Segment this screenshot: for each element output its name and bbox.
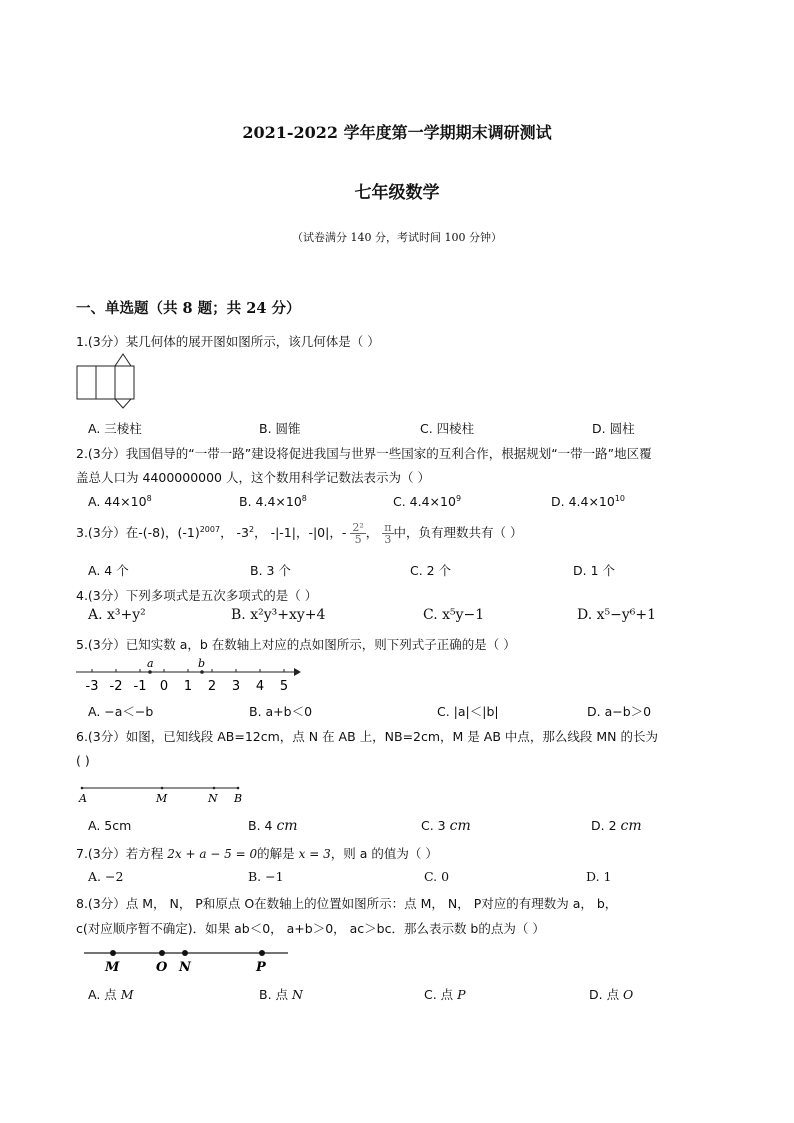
exam-title: 2021-2022 学年度第一学期期末调研测试 bbox=[242, 123, 552, 142]
axis-point-label: b bbox=[198, 657, 206, 670]
question-4-stem: 4.(3分）下列多项式是五次多项式的是（ ） bbox=[76, 588, 318, 603]
number-line-q8 bbox=[84, 944, 294, 974]
axis-tick-label: -3 bbox=[85, 679, 99, 694]
question-1-stem: 1.(3分）某几何体的展开图如图所示，该几何体是（ ） bbox=[76, 334, 380, 349]
question-1-option-c: C. 四棱柱 bbox=[420, 421, 475, 436]
axis-tick-label: 2 bbox=[207, 679, 217, 694]
question-7-stem: 7.(3分）若方程 2x + a − 5 = 0的解是 x = 3，则 a 的值为（ ） bbox=[76, 846, 438, 861]
question-2-option-b: B. $4.4\times 10^8$ bbox=[239, 494, 307, 510]
question-8-stem-line1: 8.(3分）点 M， N， P和原点 O在数轴上的位置如图所示：点 M， N， P对应的有理数为 a， b， bbox=[76, 896, 618, 911]
fraction-pi-over-three: $\frac{\pi}{3}$ bbox=[384, 521, 392, 546]
section-heading: 一、单选题（共 8 题；共 24 分） bbox=[76, 300, 301, 317]
question-6-option-d: D. 2 cm bbox=[591, 818, 642, 834]
axis-tick-label: 4 bbox=[255, 679, 265, 694]
question-5-stem: 5.(3分）已知实数 a，b 在数轴上对应的点如图所示，则下列式子正确的是（ ） bbox=[76, 637, 516, 652]
question-7-option-a: A. −2 bbox=[88, 869, 124, 884]
prism-net-figure bbox=[76, 352, 136, 408]
axis-point-label: P bbox=[256, 960, 266, 975]
axis-tick-label: 0 bbox=[159, 679, 169, 694]
question-1-option-d: D. 圆柱 bbox=[592, 421, 635, 436]
question-3-stem: 3.(3分）在-(-8)，$(-1)^{2007}$， $-3^2$， -|-1|，-|0|，- $\frac{\text{2²}}{5}$ ， $\frac{\pi}{3}$ 中，负有理数共有（ ） bbox=[76, 521, 523, 546]
axis-point-label: M bbox=[105, 960, 120, 975]
question-8-option-a: A. 点 M bbox=[88, 987, 134, 1002]
segment-figure-q6 bbox=[76, 782, 246, 804]
fraction-two-squared-over-five: $\frac{\text{2²}}{5}$ bbox=[352, 521, 364, 546]
axis-point-label: O bbox=[156, 960, 168, 975]
axis-tick-label: -2 bbox=[109, 679, 123, 694]
question-6-option-b: B. 4 cm bbox=[248, 818, 298, 834]
question-8-option-d: D. 点 O bbox=[589, 987, 634, 1002]
question-2-stem-line1: 2.(3分）我国倡导的“一带一路”建设将促进我国与世界一些国家的互利合作，根据规划“一带一路”地区覆 bbox=[76, 446, 652, 461]
segment-label: N bbox=[208, 792, 218, 805]
axis-tick-label: 3 bbox=[231, 679, 241, 694]
question-4-option-a: A. x³+y² bbox=[88, 607, 146, 623]
question-7-option-c: C. 0 bbox=[424, 869, 450, 884]
question-7-option-d: D. 1 bbox=[586, 869, 612, 884]
question-2-stem-line2: 盖总人口为 4400000000 人，这个数用科学记数法表示为（ ） bbox=[76, 470, 430, 485]
question-6-option-c: C. 3 cm bbox=[421, 818, 471, 834]
segment-label: B bbox=[234, 792, 243, 805]
question-7-option-b: B. −1 bbox=[248, 869, 284, 884]
question-6-stem-line1: 6.(3分）如图，已知线段 AB=12cm，点 N 在 AB 上，NB=2cm，M 是 AB 中点，那么线段 MN 的长为 bbox=[76, 729, 658, 744]
axis-tick-label: 1 bbox=[183, 679, 193, 694]
segment-label: A bbox=[79, 792, 87, 805]
exam-note: （试卷满分 140 分，考试时间 100 分钟） bbox=[292, 231, 502, 244]
question-8-option-c: C. 点 P bbox=[424, 987, 466, 1002]
question-4-option-d: D. x⁵−y⁶+1 bbox=[577, 607, 657, 623]
question-5-option-d: D. a−b＞0 bbox=[587, 704, 652, 719]
question-3-option-d: D. 1 个 bbox=[573, 563, 615, 578]
question-5-option-b: B. a+b＜0 bbox=[249, 704, 313, 719]
question-6-option-a: A. 5cm bbox=[88, 818, 132, 833]
question-1-option-b: B. 圆锥 bbox=[259, 421, 301, 436]
axis-point-label: N bbox=[179, 960, 191, 975]
question-1-option-a: A. 三棱柱 bbox=[88, 421, 142, 436]
segment-label: M bbox=[156, 792, 168, 805]
question-5-option-a: A. −a＜−b bbox=[88, 704, 154, 719]
question-3-option-b: B. 3 个 bbox=[250, 563, 291, 578]
question-5-option-c: C. |a|＜|b| bbox=[437, 704, 499, 719]
axis-tick-label: 5 bbox=[279, 679, 289, 694]
question-2-option-a: A. $44\times 10^8$ bbox=[88, 494, 152, 510]
axis-point-label: a bbox=[147, 657, 154, 670]
number-line-q5 bbox=[76, 658, 301, 698]
question-3-option-c: C. 2 个 bbox=[410, 563, 452, 578]
question-4-option-c: C. x⁵y−1 bbox=[423, 607, 485, 623]
question-3-option-a: A. 4 个 bbox=[88, 563, 129, 578]
axis-tick-label: -1 bbox=[133, 679, 147, 694]
question-8-option-b: B. 点 N bbox=[259, 987, 303, 1002]
question-2-option-d: D. $4.4\times 10^{10}$ bbox=[551, 494, 626, 510]
question-8-stem-line2: c(对应顺序暂不确定)．如果 ab＜0， a+b＞0， ac＞bc．那么表示数 b的点为（ ） bbox=[76, 921, 545, 936]
exam-subtitle: 七年级数学 bbox=[354, 183, 440, 203]
question-6-stem-line2: ( ) bbox=[76, 753, 90, 768]
question-2-option-c: C. $4.4\times 10^9$ bbox=[393, 494, 462, 510]
question-4-option-b: B. x²y³+xy+4 bbox=[231, 607, 326, 623]
